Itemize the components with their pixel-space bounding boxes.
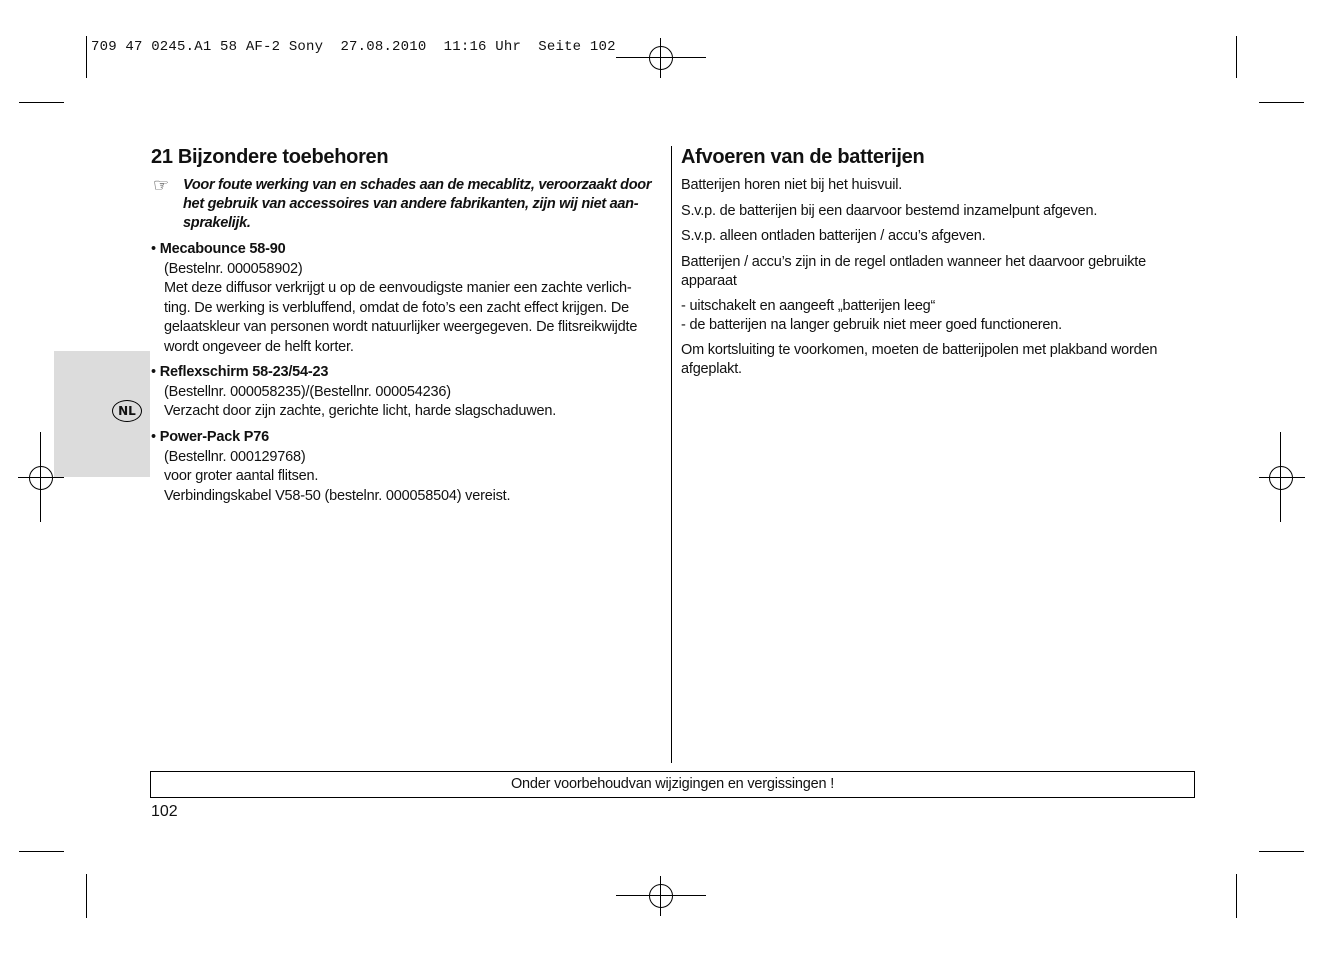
paragraph: Batterijen / accu’s zijn in de regel ontladen wanneer het daarvoor gebruikte (681, 253, 1146, 270)
accessory-reflexschirm (151, 363, 661, 422)
warning-note (183, 176, 658, 233)
accessory-line: Met deze diffusor verkrijgt u op de eenvoudigste manier een zachte verlich- (164, 280, 632, 296)
accessory-line: (Bestellnr. 000058235)/(Bestellnr. 000054236) (164, 383, 451, 400)
note-line: sprakelijk. (183, 215, 251, 231)
crop-mark (19, 102, 64, 103)
note-line: het gebruik van accessoires van andere fabrikanten, zijn wij niet aan- (183, 196, 639, 212)
accessory-mecabounce (151, 240, 661, 357)
paragraph: S.v.p. alleen ontladen batterijen / accu’s afgeven. (681, 228, 986, 244)
accessory-line: Verzacht door zijn zachte, gerichte licht, harde slagschaduwen. (164, 403, 557, 419)
accessory-title: • Mecabounce 58-90 (151, 241, 286, 257)
accessory-line: gelaatskleur van personen wordt natuurlijker weergegeven. De flitsreikwijdte (164, 319, 638, 335)
paragraph: apparaat (681, 273, 737, 289)
section-heading-accessories: 21 Bijzondere toebehoren (151, 146, 389, 168)
print-slug: 709 47 0245.A1 58 AF-2 Sony 27.08.2010 11:16 Uhr Seite 102 (91, 39, 616, 55)
accessory-line: voor groter aantal flitsen. (164, 468, 319, 484)
disclaimer-box: Onder voorbehoudvan wijzigingen en vergissingen ! (150, 771, 1195, 798)
page-number: 102 (151, 803, 178, 820)
crop-mark (86, 874, 87, 918)
accessory-power-pack (151, 428, 661, 506)
accessory-title: • Power-Pack P76 (151, 429, 269, 445)
crop-mark (19, 851, 64, 852)
column-divider (671, 146, 672, 763)
battery-disposal-text (681, 176, 1191, 380)
section-heading-batteries: Afvoeren van de batterijen (681, 146, 925, 168)
list-item: - uitschakelt en aangeeft „batterijen leeg“ (681, 297, 936, 314)
accessory-line: (Bestelnr. 000058902) (164, 260, 303, 277)
accessory-line: ting. De werking is verbluffend, omdat de foto’s een zacht effect krijgen. De (164, 299, 629, 316)
note-line: Voor foute werking van en schades aan de mecablitz, veroorzaakt door (183, 177, 652, 193)
crop-mark (1236, 36, 1237, 78)
accessory-line: Verbindingskabel V58-50 (bestelnr. 000058504) vereist. (164, 487, 511, 504)
accessory-title: • Reflexschirm 58-23/54-23 (151, 364, 329, 380)
language-badge: NL (112, 400, 142, 422)
paragraph: S.v.p. de batterijen bij een daarvoor bestemd inzamelpunt afgeven. (681, 202, 1098, 219)
crop-mark (1259, 851, 1304, 852)
accessory-line: wordt ongeveer de helft korter. (164, 338, 354, 355)
crop-mark (86, 36, 87, 78)
paragraph: Om kortsluiting te voorkomen, moeten de batterijpolen met plakband worden (681, 341, 1158, 358)
accessory-line: (Bestellnr. 000129768) (164, 448, 306, 465)
crop-mark (1259, 102, 1304, 103)
paragraph: Batterijen horen niet bij het huisvuil. (681, 177, 903, 193)
crop-mark (1236, 874, 1237, 918)
paragraph: afgeplakt. (681, 361, 742, 377)
pointing-hand-icon: ☞ (153, 175, 170, 195)
list-item: - de batterijen na langer gebruik niet meer goed functioneren. (681, 317, 1062, 333)
